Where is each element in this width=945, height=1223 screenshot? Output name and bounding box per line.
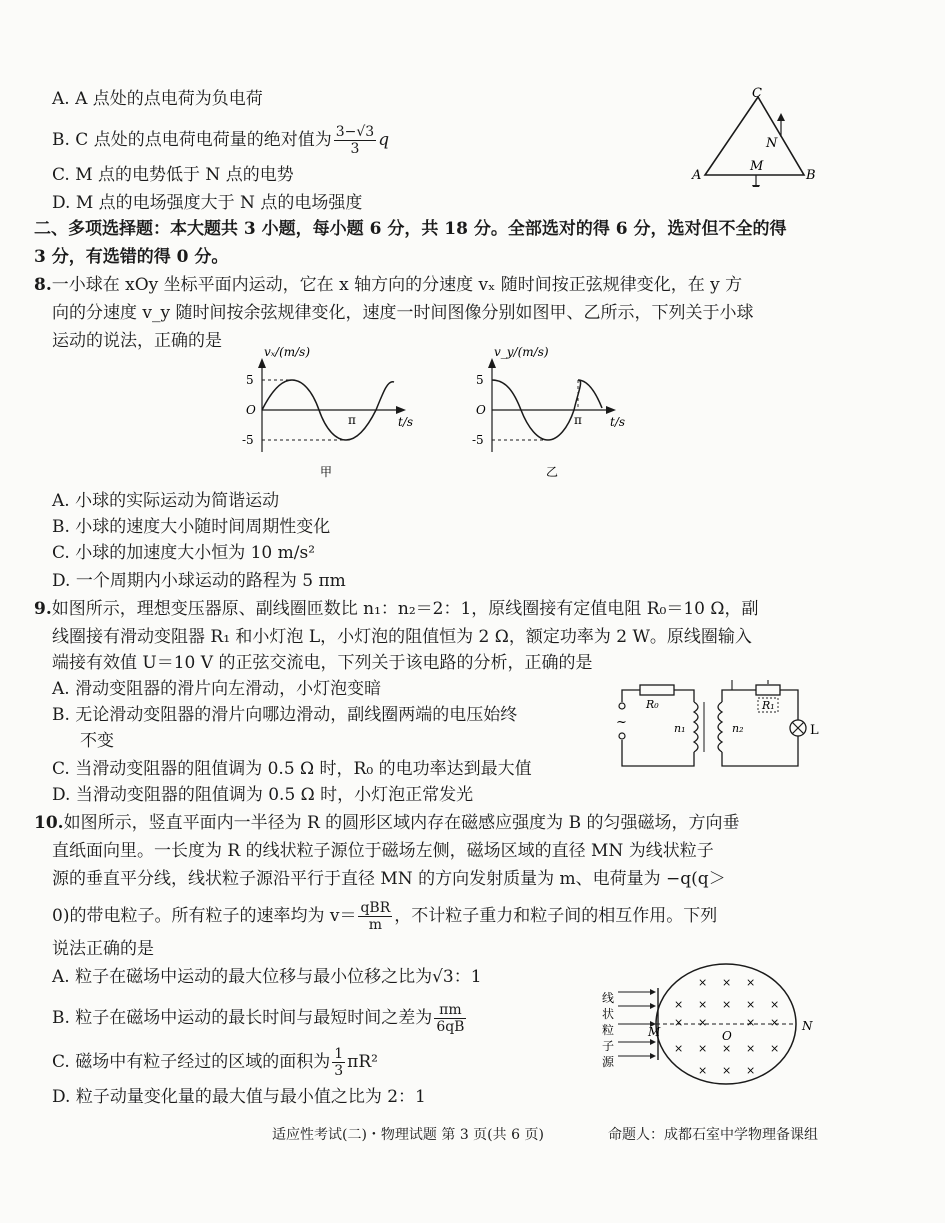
yi-caption: 乙 [546, 465, 559, 479]
label-l: L [810, 723, 819, 738]
field-cross-icon: × [698, 1064, 708, 1077]
q10-v-numerator: qBR [360, 900, 391, 916]
section-2-heading-line1: 二、多项选择题：本大题共 3 小题，每小题 6 分，共 18 分。全部选对的得 6 分，选对但不全的得 [34, 219, 787, 239]
field-cross-icon: × [674, 1016, 684, 1029]
triangle-figure [690, 85, 825, 187]
q7-option-b-text: B. C 点处的点电荷电荷量的绝对值为 [52, 130, 332, 150]
q10-option-c [52, 1046, 378, 1079]
yi-y-neg: -5 [472, 433, 484, 447]
graph-yi [466, 342, 666, 482]
q10-option-b [52, 1002, 468, 1035]
q8-option-d: D. 一个周期内小球运动的路程为 5 πm [52, 571, 346, 591]
circuit-figure [612, 680, 822, 770]
yi-pi: π [574, 413, 582, 427]
label-o: O [722, 1029, 732, 1043]
q7-b-denominator: 3 [350, 141, 360, 157]
input-terminal-top [619, 703, 625, 709]
label-c: C [752, 86, 762, 101]
q10-b-numerator: πm [434, 1002, 466, 1019]
field-cross-icon: × [722, 976, 732, 989]
q7-option-a: A. A 点处的点电荷为负电荷 [52, 89, 263, 109]
jia-y-arrow-icon [258, 358, 266, 368]
q7-option-b [52, 124, 389, 157]
label-b: B [806, 168, 816, 183]
q10-option-c-area: πR² [347, 1052, 378, 1072]
q9-stem-line3: 端接有效值 U＝10 V 的正弦交流电，下列关于该电路的分析，正确的是 [52, 653, 593, 673]
field-cross-icon: × [746, 976, 756, 989]
field-crosses [674, 976, 779, 1077]
q10-number: 10. [34, 813, 64, 833]
q8-text-1: 一小球在 xOy 坐标平面内运动，它在 x 轴方向的分速度 vₓ 随时间按正弦规律变化，在 y 方 [51, 275, 743, 295]
q7-option-c: C. M 点的电势低于 N 点的电势 [52, 165, 294, 185]
section-2-heading-line2: 3 分，有选错的得 0 分。 [34, 247, 229, 267]
q9-text-1: 如图所示，理想变压器原、副线圈匝数比 n₁：n₂＝2：1，原线圈接有定值电阻 R₀＝10 Ω，副 [51, 599, 759, 619]
field-cross-icon: × [722, 998, 732, 1011]
q10-option-b-text: B. 粒子在磁场中运动的最长时间与最短时间之差为 [52, 1008, 433, 1028]
field-cross-icon: × [674, 1042, 684, 1055]
q9-option-c: C. 当滑动变阻器的阻值调为 0.5 Ω 时，R₀ 的电功率达到最大值 [52, 759, 532, 779]
r0-resistor [640, 685, 674, 695]
q10-v-denominator: m [368, 917, 382, 933]
q10-c-denominator: 3 [334, 1063, 344, 1079]
q10-option-d: D. 粒子动量变化量的最大值与最小值之比为 2：1 [52, 1087, 426, 1107]
q9-option-b-line2: 不变 [80, 731, 114, 751]
jia-y-neg: -5 [242, 433, 254, 447]
q10-text-1: 如图所示，竖直平面内一半径为 R 的圆形区域内存在磁感应强度为 B 的匀强磁场，方向垂 [63, 813, 740, 833]
q9-option-d: D. 当滑动变阻器的阻值调为 0.5 Ω 时，小灯泡正常发光 [52, 785, 474, 805]
jia-xlabel: t/s [398, 415, 414, 429]
q8-stem-line1 [34, 274, 742, 296]
r1-rheostat [756, 685, 780, 695]
q7-option-b-fraction [334, 124, 376, 157]
label-a: A [692, 168, 702, 183]
graph-jia [236, 342, 436, 482]
ac-symbol: ~ [616, 715, 627, 730]
field-cross-icon: × [722, 1042, 732, 1055]
q9-number: 9. [34, 599, 52, 619]
yi-x-arrow-icon [606, 406, 616, 414]
source-label-char: 粒 [602, 1023, 615, 1037]
label-r0: R₀ [646, 698, 659, 711]
field-cross-icon: × [770, 1042, 780, 1055]
q9-stem-line2: 线圈接有滑动变阻器 R₁ 和小灯泡 L，小灯泡的阻值恒为 2 Ω，额定功率为 2 W。原线圈输入 [52, 627, 752, 647]
yi-y-arrow-icon [488, 358, 496, 368]
source-label-char: 源 [602, 1055, 615, 1069]
field-cross-icon: × [746, 1042, 756, 1055]
source-arrow-head-icon [650, 989, 656, 995]
source-label [602, 990, 615, 1069]
q7-b-numerator: 3−√3 [335, 124, 375, 140]
jia-ylabel: vₓ/(m/s) [264, 345, 311, 359]
input-terminal-bottom [619, 733, 625, 739]
label-m: M [648, 1025, 661, 1039]
source-label-char: 状 [602, 1007, 615, 1021]
q10-option-a: A. 粒子在磁场中运动的最大位移与最小位移之比为√3：1 [52, 967, 482, 987]
field-cross-icon: × [674, 998, 684, 1011]
label-r1: R₁ [762, 699, 775, 712]
source-arrow-head-icon [650, 1053, 656, 1059]
q10-stem-line5: 说法正确的是 [52, 939, 154, 959]
source-label-char: 线 [602, 991, 615, 1005]
footer-author: 命题人：成都石室中学物理备课组 [608, 1127, 818, 1143]
jia-origin: O [246, 403, 256, 417]
label-n1: n₁ [674, 722, 686, 735]
field-cross-icon: × [698, 1042, 708, 1055]
source-arrow-head-icon [650, 1039, 656, 1045]
field-cross-icon: × [746, 998, 756, 1011]
field-cross-icon: × [770, 1016, 780, 1029]
jia-caption: 甲 [320, 465, 333, 479]
q10-velocity-fraction [358, 900, 392, 933]
q10-stem-line2: 直纸面向里。一长度为 R 的线状粒子源位于磁场左侧，磁场区域的直径 MN 为线状粒子 [52, 841, 714, 861]
q8-stem-line3: 运动的说法，正确的是 [52, 331, 222, 351]
q8-option-a: A. 小球的实际运动为简谐运动 [52, 491, 280, 511]
q10-text-4a: 0)的带电粒子。所有粒子的速率均为 v＝ [52, 906, 357, 926]
q10-option-b-fraction [434, 1002, 466, 1035]
q10-stem-line4 [52, 900, 717, 933]
m-arrow-head-icon [752, 185, 760, 187]
q10-text-4b: ，不计粒子重力和粒子间的相互作用。下列 [394, 906, 718, 926]
footer-page-info: 适应性考试(二)・物理试题 第 3 页(共 6 页) [272, 1127, 544, 1143]
jia-pi: π [348, 413, 356, 427]
source-arrow-head-icon [650, 1003, 656, 1009]
q8-stem-line2: 向的分速度 v_y 随时间按余弦规律变化，速度一时间图像分别如图甲、乙所示，下列关于小球 [52, 303, 754, 323]
label-n: N [766, 136, 778, 151]
magnetic-field-figure [598, 960, 828, 1088]
field-cross-icon: × [698, 1016, 708, 1029]
yi-ylabel: v_y/(m/s) [494, 345, 549, 359]
q7-option-b-q: q [378, 130, 390, 150]
q8-option-c: C. 小球的加速度大小恒为 10 m/s² [52, 543, 316, 563]
source-arrows [618, 989, 656, 1059]
field-cross-icon: × [722, 1064, 732, 1077]
q10-c-numerator: 1 [334, 1046, 344, 1062]
label-n2: n₂ [732, 722, 744, 735]
yi-origin: O [476, 403, 486, 417]
field-cross-icon: × [698, 998, 708, 1011]
field-cross-icon: × [746, 1064, 756, 1077]
q8-number: 8. [34, 275, 52, 295]
secondary-coil [718, 702, 722, 752]
q9-option-b-line1: B. 无论滑动变阻器的滑片向哪边滑动，副线圈两端的电压始终 [52, 705, 518, 725]
q9-option-a: A. 滑动变阻器的滑片向左滑动，小灯泡变暗 [52, 679, 382, 699]
q7-option-d: D. M 点的电场强度大于 N 点的电场强度 [52, 193, 363, 213]
yi-xlabel: t/s [610, 415, 626, 429]
q10-option-c-fraction [332, 1046, 345, 1079]
q8-option-b: B. 小球的速度大小随时间周期性变化 [52, 517, 331, 537]
label-n: N [802, 1019, 813, 1033]
field-cross-icon: × [698, 976, 708, 989]
field-cross-icon: × [770, 998, 780, 1011]
n-arrow-head-icon [777, 113, 785, 121]
q10-b-denominator: 6qB [436, 1019, 465, 1035]
q10-stem-line1 [34, 812, 739, 834]
label-m: M [750, 159, 764, 174]
q10-stem-line3: 源的垂直平分线，线状粒子源沿平行于直径 MN 的方向发射质量为 m、电荷量为 −q(q＞ [52, 869, 726, 889]
yi-y-pos: 5 [476, 373, 484, 387]
jia-y-pos: 5 [246, 373, 254, 387]
q10-option-c-text: C. 磁场中有粒子经过的区域的面积为 [52, 1052, 331, 1072]
jia-x-arrow-icon [396, 406, 406, 414]
q9-stem-line1 [34, 598, 758, 620]
primary-coil [694, 702, 698, 752]
field-cross-icon: × [746, 1016, 756, 1029]
source-label-char: 子 [602, 1039, 615, 1053]
